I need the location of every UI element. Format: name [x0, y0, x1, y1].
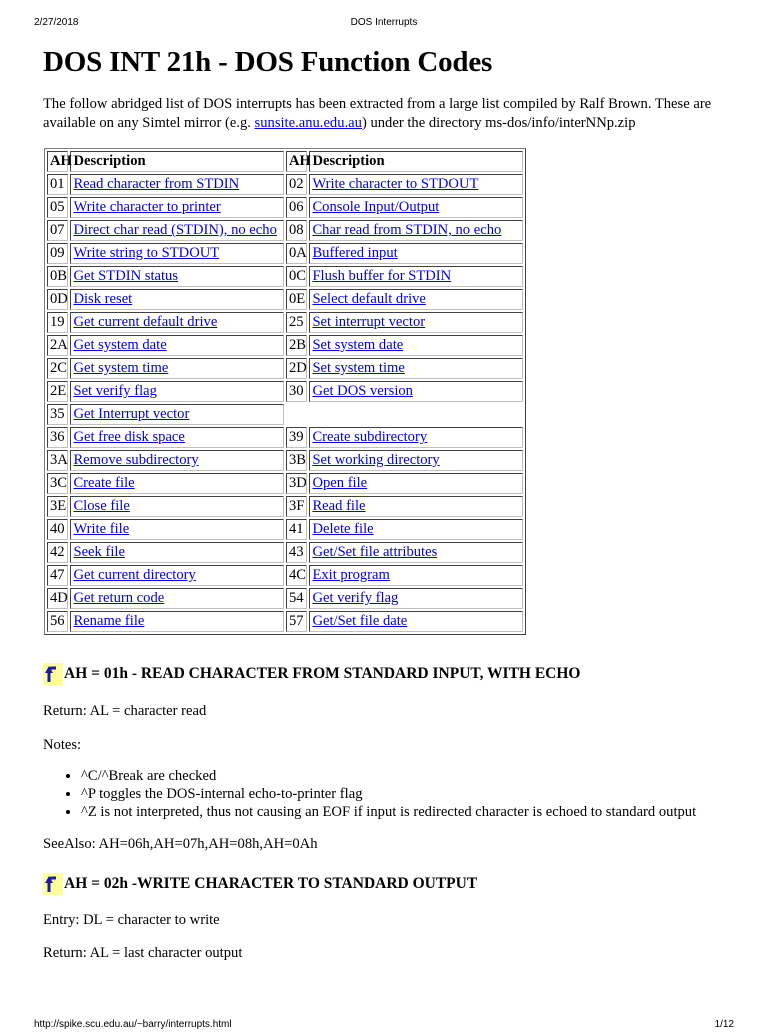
function-link[interactable]: Get free disk space — [73, 429, 185, 445]
table-row — [47, 243, 523, 264]
ah-code-cell: 57 — [286, 611, 307, 632]
description-cell — [70, 289, 284, 310]
function-link[interactable]: Rename file — [73, 613, 145, 629]
function-link[interactable]: Get current default drive — [73, 314, 218, 330]
function-link[interactable]: Flush buffer for STDIN — [312, 268, 452, 284]
print-page-title: DOS Interrupts — [350, 17, 418, 28]
ah-code-cell: 2C — [47, 358, 68, 379]
description-cell — [70, 473, 284, 494]
table-body — [47, 174, 523, 632]
notes-label: Notes: — [43, 737, 82, 753]
description-cell — [309, 450, 523, 471]
ah-code-cell: 0D — [47, 289, 68, 310]
ah-code-cell: 3B — [286, 450, 307, 471]
table-row — [47, 266, 523, 287]
function-link[interactable]: Close file — [73, 498, 130, 514]
function-codes-table — [44, 148, 526, 635]
see-also-text: SeeAlso: AH=06h,AH=07h,AH=08h,AH=0Ah — [43, 836, 318, 852]
function-link[interactable]: Exit program — [312, 567, 390, 583]
function-link[interactable]: Get system time — [73, 360, 169, 376]
column-header-ah: AH — [47, 151, 68, 172]
table-row — [47, 427, 523, 448]
description-cell — [70, 450, 284, 471]
function-link[interactable]: Get STDIN status — [73, 268, 179, 284]
description-cell — [309, 381, 523, 402]
return-text: Return: AL = character read — [43, 703, 207, 719]
description-cell — [70, 588, 284, 609]
description-cell — [70, 174, 284, 195]
function-link[interactable]: Get Interrupt vector — [73, 406, 190, 422]
description-cell — [309, 542, 523, 563]
ah-code-cell: 05 — [47, 197, 68, 218]
print-header — [0, 17, 768, 31]
description-cell — [70, 243, 284, 264]
function-link[interactable]: Write file — [73, 521, 130, 537]
description-cell — [309, 565, 523, 586]
function-link[interactable]: Get system date — [73, 337, 167, 353]
table-row — [47, 289, 523, 310]
ah-code-cell: 2D — [286, 358, 307, 379]
ah-code-cell: 3F — [286, 496, 307, 517]
list-item: • ^C/^Break are checked — [81, 767, 761, 785]
section-heading-ah-02h — [43, 873, 477, 895]
back-to-top-link[interactable] — [43, 873, 63, 895]
function-link[interactable]: Console Input/Output — [312, 199, 440, 215]
table-row — [47, 220, 523, 241]
table-row — [47, 450, 523, 471]
function-link[interactable]: Create file — [73, 475, 135, 491]
description-cell — [309, 335, 523, 356]
function-link[interactable]: Select default drive — [312, 291, 426, 307]
ah-code-cell: 56 — [47, 611, 68, 632]
function-link[interactable]: Open file — [312, 475, 368, 491]
list-item: • ^P toggles the DOS-internal echo-to-printer flag — [81, 785, 761, 803]
print-page-number: 1/12 — [714, 1019, 734, 1030]
ah-code-cell: 01 — [47, 174, 68, 195]
column-header-ah: AH — [286, 151, 307, 172]
ah-code-cell: 47 — [47, 565, 68, 586]
table-row — [47, 312, 523, 333]
table-row — [47, 404, 523, 425]
column-header-description: Description — [70, 151, 284, 172]
table-row — [47, 496, 523, 517]
description-cell — [70, 404, 284, 425]
function-link[interactable]: Direct char read (STDIN), no echo — [73, 222, 277, 238]
function-link[interactable]: Delete file — [312, 521, 374, 537]
table-row — [47, 588, 523, 609]
up-arrow-icon — [43, 873, 63, 895]
function-link[interactable]: Disk reset — [73, 291, 133, 307]
description-cell — [309, 174, 523, 195]
table-row — [47, 358, 523, 379]
up-arrow-icon — [43, 663, 63, 685]
description-cell — [70, 312, 284, 333]
page-title: DOS INT 21h - DOS Function Codes — [43, 46, 493, 78]
ah-code-cell: 0B — [47, 266, 68, 287]
ah-code-cell: 2A — [47, 335, 68, 356]
ah-code-cell: 54 — [286, 588, 307, 609]
function-link[interactable]: Set system date — [312, 337, 404, 353]
ah-code-cell: 41 — [286, 519, 307, 540]
mirror-link[interactable]: sunsite.anu.edu.au — [254, 115, 362, 131]
description-cell — [309, 197, 523, 218]
table-row — [47, 611, 523, 632]
notes-list — [63, 767, 761, 821]
description-cell — [309, 220, 523, 241]
function-link[interactable]: Create subdirectory — [312, 429, 428, 445]
ah-code-cell: 43 — [286, 542, 307, 563]
description-cell — [70, 381, 284, 402]
ah-code-cell: 36 — [47, 427, 68, 448]
intro-paragraph — [43, 95, 733, 133]
ah-code-cell: 25 — [286, 312, 307, 333]
table-header-row — [47, 151, 523, 172]
section-heading-text: AH = 02h -WRITE CHARACTER TO STANDARD OUTPUT — [64, 875, 478, 892]
ah-code-cell: 3D — [286, 473, 307, 494]
function-link[interactable]: Char read from STDIN, no echo — [312, 222, 502, 238]
function-link[interactable]: Read file — [312, 498, 366, 514]
description-cell — [70, 335, 284, 356]
table-row — [47, 565, 523, 586]
intro-text-before: The follow abridged list of DOS interrupts has been extracted from a large list compiled by Ralf Brown. These are available on any Simtel mirror (e.g. — [43, 96, 712, 131]
ah-code-cell: 39 — [286, 427, 307, 448]
ah-code-cell: 3C — [47, 473, 68, 494]
description-cell — [70, 542, 284, 563]
description-cell — [70, 358, 284, 379]
list-item: • ^Z is not interpreted, thus not causing an EOF if input is redirected character is echoed to standard output — [81, 803, 761, 821]
ah-code-cell: 30 — [286, 381, 307, 402]
ah-code-cell: 0C — [286, 266, 307, 287]
function-link[interactable]: Buffered input — [312, 245, 398, 261]
ah-code-cell: 3A — [47, 450, 68, 471]
description-cell — [70, 266, 284, 287]
table-row — [47, 542, 523, 563]
function-link[interactable]: Set system time — [312, 360, 405, 376]
print-date: 2/27/2018 — [34, 17, 79, 28]
function-link[interactable]: Get/Set file attributes — [312, 544, 438, 560]
table-row — [47, 473, 523, 494]
ah-code-cell: 06 — [286, 197, 307, 218]
function-link[interactable]: Seek file — [73, 544, 125, 560]
description-cell — [309, 519, 523, 540]
ah-code-cell: 3E — [47, 496, 68, 517]
section-heading-text: AH = 01h - READ CHARACTER FROM STANDARD INPUT, WITH ECHO — [64, 665, 581, 682]
function-link[interactable]: Get current directory — [73, 567, 196, 583]
ah-code-cell: 19 — [47, 312, 68, 333]
ah-code-cell: 2B — [286, 335, 307, 356]
ah-code-cell: 07 — [47, 220, 68, 241]
ah-code-cell: 4D — [47, 588, 68, 609]
ah-code-cell: 0A — [286, 243, 307, 264]
description-cell — [309, 588, 523, 609]
table-row — [47, 197, 523, 218]
table-row — [47, 335, 523, 356]
ah-code-cell: 42 — [47, 542, 68, 563]
ah-code-cell: 40 — [47, 519, 68, 540]
function-link[interactable]: Get return code — [73, 590, 165, 606]
description-cell — [309, 427, 523, 448]
function-link[interactable]: Get/Set file date — [312, 613, 408, 629]
function-link[interactable]: Write character to printer — [73, 199, 221, 215]
description-cell — [309, 243, 523, 264]
description-cell — [70, 220, 284, 241]
description-cell — [70, 427, 284, 448]
function-link[interactable]: Read character from STDIN — [73, 176, 240, 192]
ah-code-cell: 35 — [47, 404, 68, 425]
description-cell — [309, 312, 523, 333]
description-cell — [309, 496, 523, 517]
empty-cell — [286, 404, 523, 425]
description-cell — [309, 289, 523, 310]
table-row — [47, 381, 523, 402]
description-cell — [309, 473, 523, 494]
description-cell — [309, 358, 523, 379]
description-cell — [70, 519, 284, 540]
description-cell — [309, 611, 523, 632]
function-link[interactable]: Write string to STDOUT — [73, 245, 220, 261]
table-row — [47, 519, 523, 540]
section-heading-ah-01h — [43, 663, 581, 685]
print-footer — [0, 1019, 768, 1033]
description-cell — [70, 197, 284, 218]
intro-text-after: ) under the directory ms-dos/info/interNNp.zip — [361, 115, 636, 131]
return-text: Return: AL = last character output — [43, 945, 243, 961]
function-link[interactable]: Set verify flag — [73, 383, 157, 399]
description-cell — [70, 611, 284, 632]
function-link[interactable]: Get verify flag — [312, 590, 399, 606]
function-link[interactable]: Get DOS version — [312, 383, 413, 399]
ah-code-cell: 4C — [286, 565, 307, 586]
table-row — [47, 174, 523, 195]
function-link[interactable]: Set interrupt vector — [312, 314, 426, 330]
print-url: http://spike.scu.edu.au/~barry/interrupts.html — [34, 1019, 232, 1030]
function-link[interactable]: Set working directory — [312, 452, 440, 468]
ah-code-cell: 0E — [286, 289, 307, 310]
description-cell — [70, 565, 284, 586]
ah-code-cell: 02 — [286, 174, 307, 195]
description-cell — [70, 496, 284, 517]
function-link[interactable]: Remove subdirectory — [73, 452, 199, 468]
ah-code-cell: 08 — [286, 220, 307, 241]
back-to-top-link[interactable] — [43, 663, 63, 685]
column-header-description: Description — [309, 151, 523, 172]
ah-code-cell: 09 — [47, 243, 68, 264]
ah-code-cell: 2E — [47, 381, 68, 402]
description-cell — [309, 266, 523, 287]
entry-text: Entry: DL = character to write — [43, 912, 220, 928]
function-link[interactable]: Write character to STDOUT — [312, 176, 479, 192]
